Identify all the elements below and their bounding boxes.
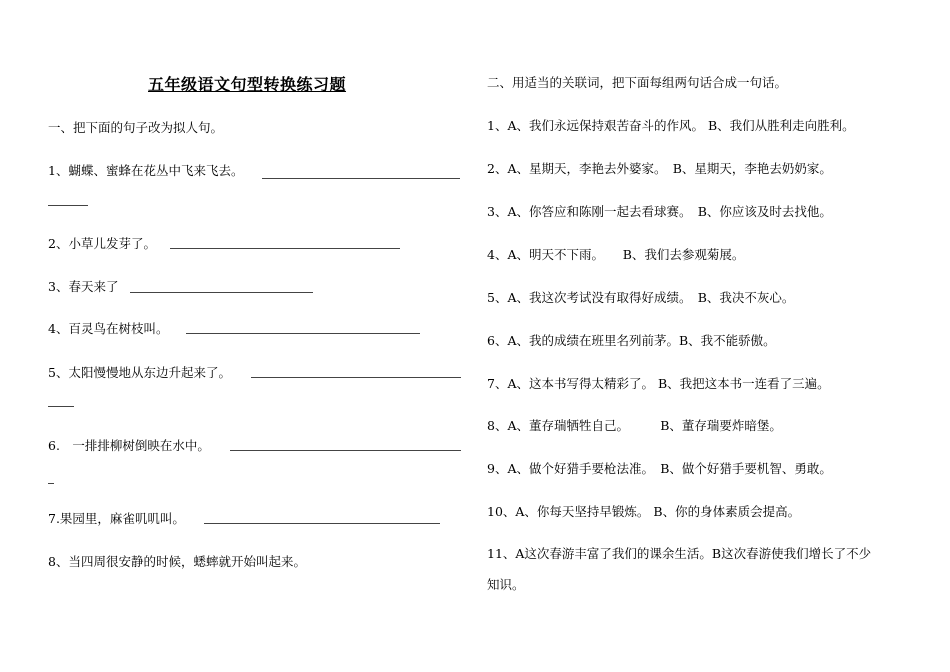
left-item-1: 1、蝴蝶、蜜蜂在花丛中飞来飞去。 <box>48 163 244 178</box>
right-item-5: 5、A、我这次考试没有取得好成绩。 B、我决不灰心。 <box>487 290 795 305</box>
right-item-3: 3、A、你答应和陈刚一起去看球赛。 B、你应该及时去找他。 <box>487 204 832 219</box>
section1-heading: 一、把下面的句子改为拟人句。 <box>48 120 224 135</box>
answer-blank-4[interactable] <box>186 333 420 334</box>
right-item-2: 2、A、星期天，李艳去外婆家。 B、星期天，李艳去奶奶家。 <box>487 161 832 176</box>
right-item-6: 6、A、我的成绩在班里名列前茅。B、我不能骄傲。 <box>487 333 776 348</box>
left-item-2: 2、小草儿发芽了。 <box>48 236 156 251</box>
right-item-11: 11、A这次春游丰富了我们的课余生活。B这次春游使我们增长了不少 <box>487 546 872 561</box>
answer-blank-1[interactable] <box>262 178 460 179</box>
right-item-1: 1、A、我们永远保持艰苦奋斗的作风。 B、我们从胜利走向胜利。 <box>487 118 855 133</box>
left-item-8: 8、当四周很安静的时候，蟋蟀就开始叫起来。 <box>48 554 306 569</box>
answer-blank-3[interactable] <box>130 292 313 293</box>
left-item-6: 6. 一排排柳树倒映在水中。 <box>48 438 210 453</box>
answer-blank-6-continued[interactable] <box>48 483 54 484</box>
left-item-4: 4、百灵鸟在树枝叫。 <box>48 321 169 336</box>
right-item-9: 9、A、做个好猎手要枪法准。 B、做个好猎手要机智、勇敢。 <box>487 461 832 476</box>
left-item-7: 7.果园里，麻雀叽叽叫。 <box>48 511 185 526</box>
answer-blank-2[interactable] <box>170 248 400 249</box>
answer-blank-7[interactable] <box>204 523 440 524</box>
right-item-10: 10、A、你每天坚持早锻炼。 B、你的身体素质会提高。 <box>487 504 801 519</box>
right-item-4: 4、A、明天不下雨。 B、我们去参观菊展。 <box>487 247 745 262</box>
answer-blank-1-continued[interactable] <box>48 205 88 206</box>
section2-heading: 二、用适当的关联词，把下面每组两句话合成一句话。 <box>487 75 788 90</box>
answer-blank-5[interactable] <box>251 377 461 378</box>
left-item-5: 5、太阳慢慢地从东边升起来了。 <box>48 365 231 380</box>
right-item-7: 7、A、这本书写得太精彩了。 B、我把这本书一连看了三遍。 <box>487 376 830 391</box>
worksheet-title: 五年级语文句型转换练习题 <box>148 75 347 94</box>
answer-blank-5-continued[interactable] <box>48 406 74 407</box>
answer-blank-6[interactable] <box>230 450 461 451</box>
right-item-8: 8、A、董存瑞牺牲自己。 B、董存瑞要炸暗堡。 <box>487 418 782 433</box>
left-item-3: 3、春天来了 <box>48 279 119 294</box>
right-item-11-continued: 知识。 <box>487 577 525 592</box>
